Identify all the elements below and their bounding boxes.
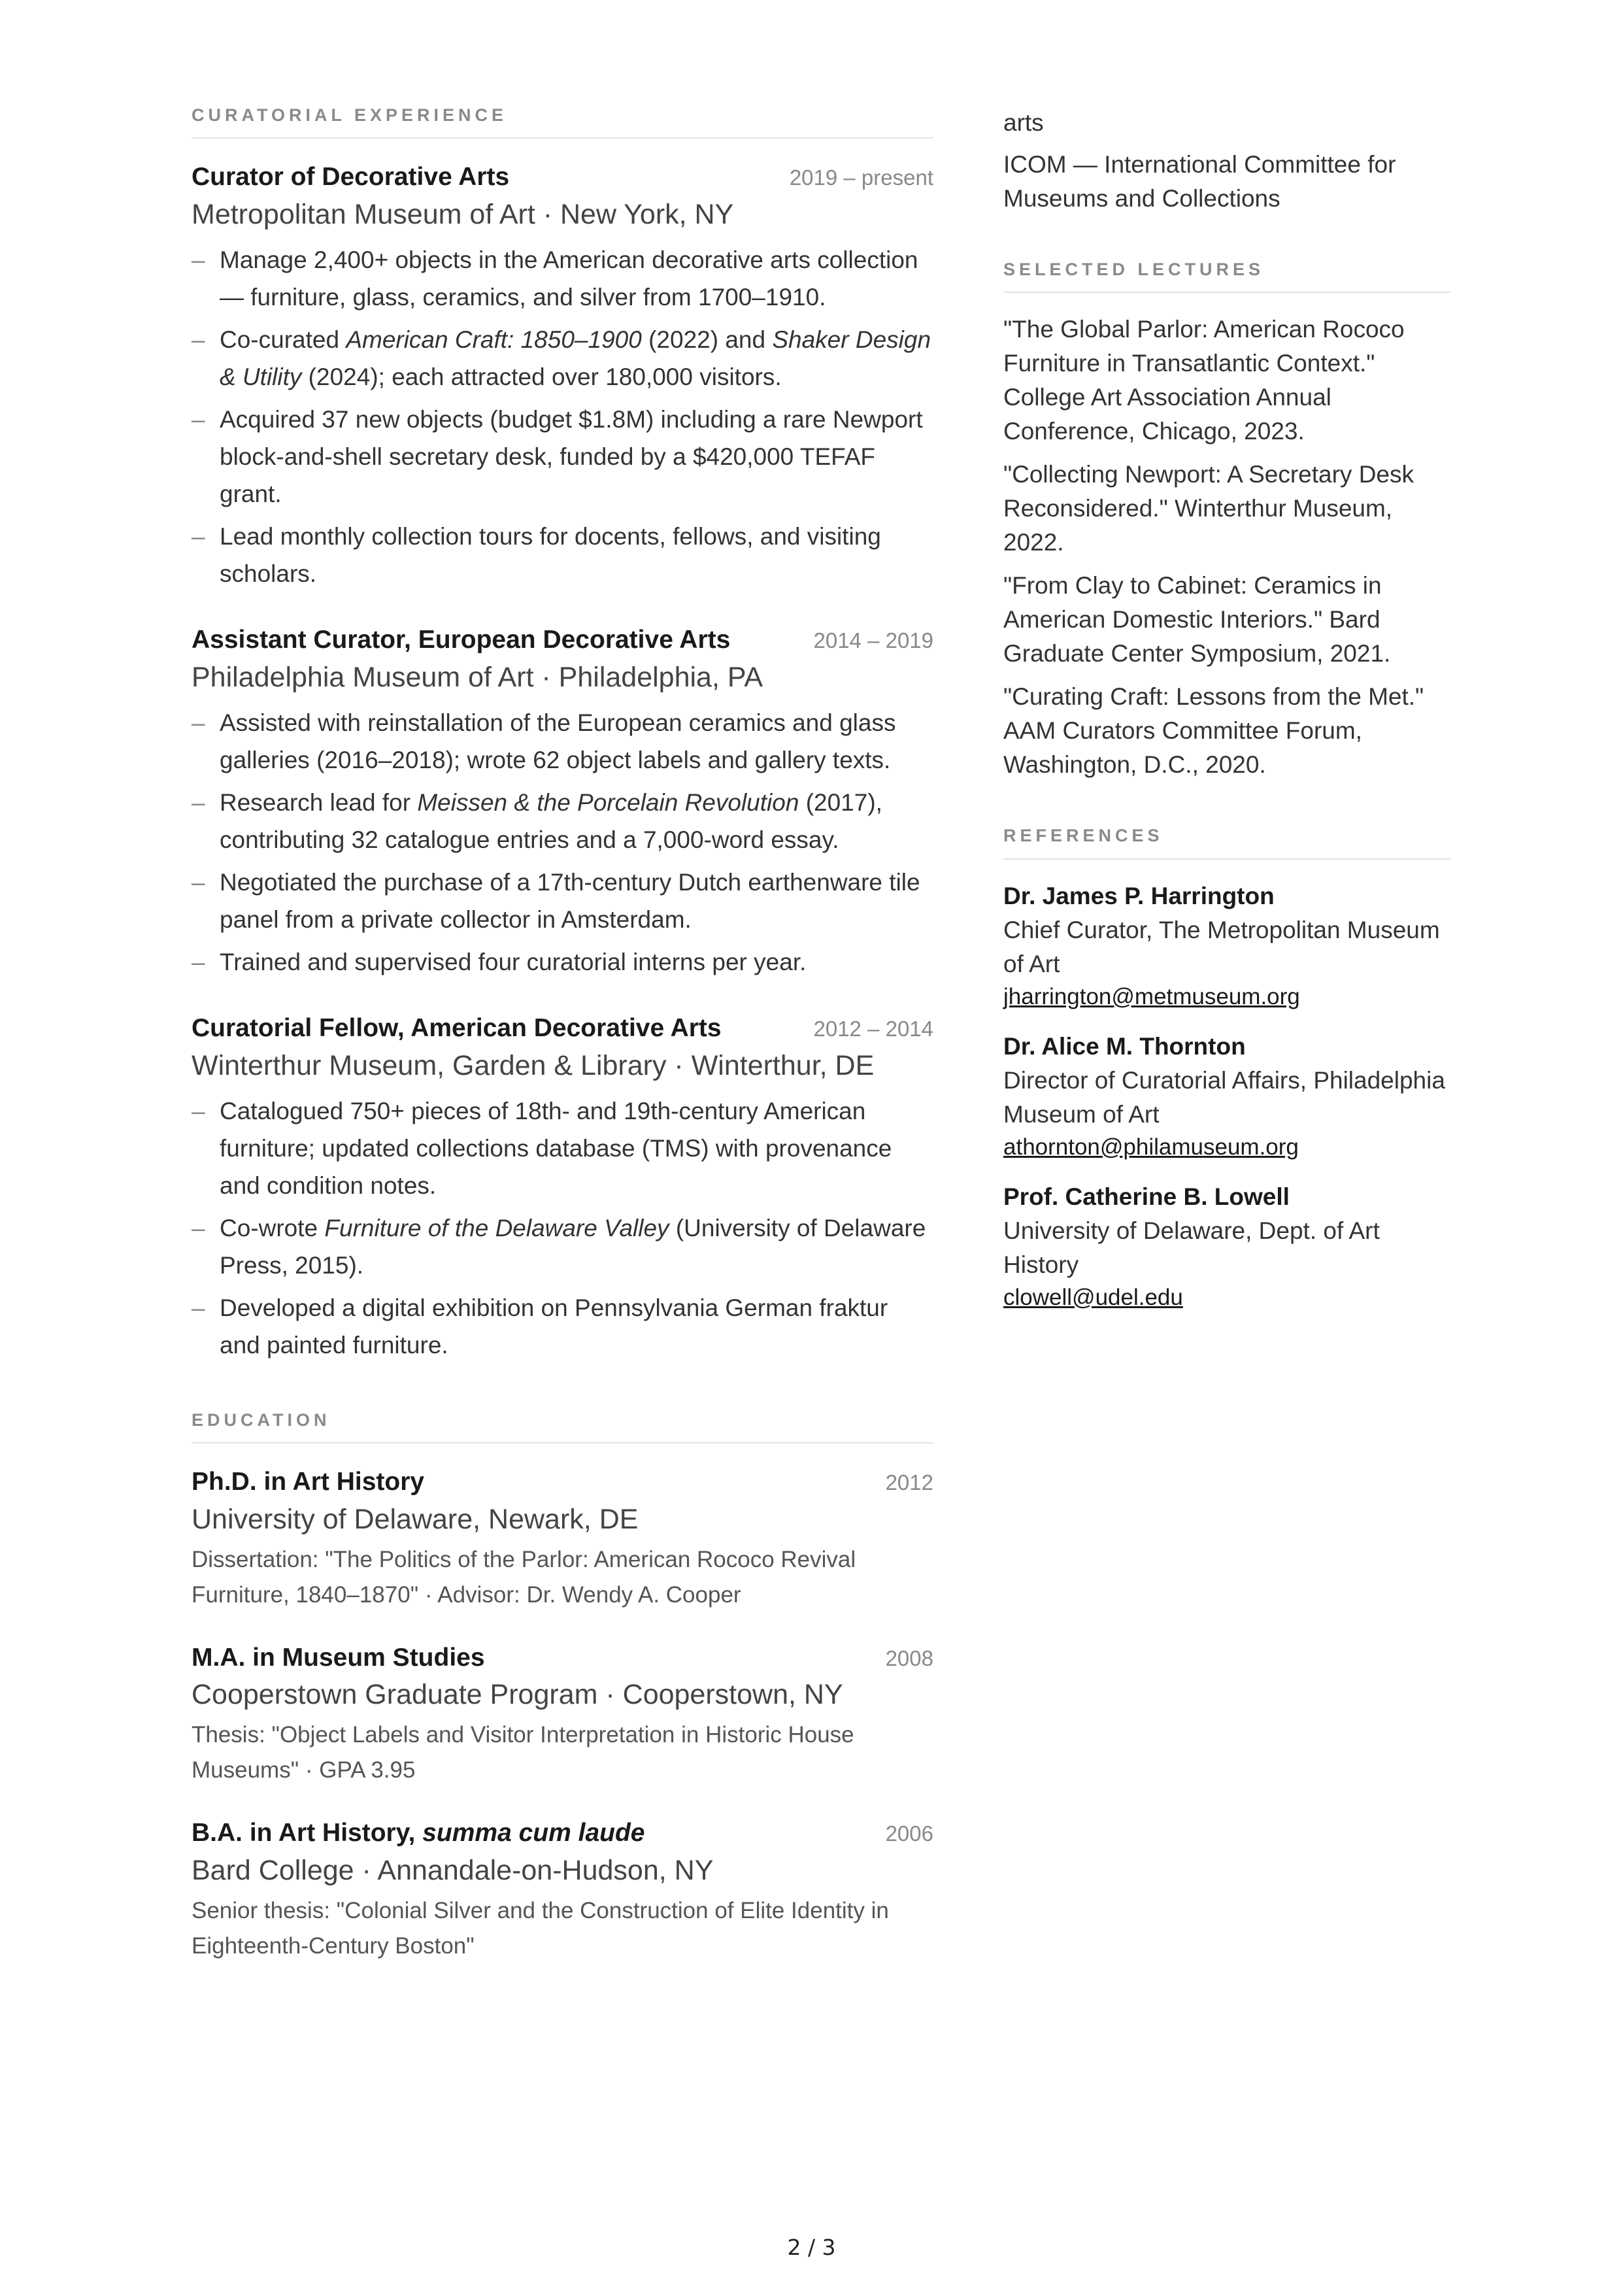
membership-continuation: arts [1003, 109, 1044, 136]
bullet-item: – Manage 2,400+ objects in the American decorative arts collection — furniture, glass, ceramics, and silver from 1700–1910. [192, 241, 933, 316]
education-entry [192, 1466, 933, 1613]
reference-title: University of Delaware, Dept. of Art History [1003, 1217, 1380, 1278]
job-dates: 2012 – 2014 [813, 1016, 933, 1041]
section-heading-lectures: SELECTED LECTURES [1003, 259, 1451, 293]
education-header [192, 1466, 933, 1499]
section-heading-education: EDUCATION [192, 1410, 933, 1443]
education-entry [192, 1642, 933, 1789]
bullet-item [192, 784, 933, 858]
job-dates: 2014 – 2019 [813, 628, 933, 653]
reference-name: Dr. Alice M. Thornton [1003, 1032, 1246, 1060]
bullet-text: (2017), contributing 32 catalogue entries and a 7,000-word essay. [220, 788, 882, 853]
job-bullets [192, 704, 933, 981]
job-entry [192, 1012, 933, 1364]
exhibition-title: Shaker Design & Utility [220, 326, 931, 391]
school-name: University of Delaware, Newark, DE [192, 1503, 639, 1535]
degree-year: 2012 [885, 1470, 933, 1494]
reference-email-link[interactable]: jharrington@metmuseum.org [1003, 983, 1300, 1009]
education-header [192, 1817, 933, 1850]
bullet-item: – Trained and supervised four curatorial interns per year. [192, 943, 933, 981]
bullet-item: – Negotiated the purchase of a 17th-century Dutch earthenware tile panel from a private collector in Amsterdam. [192, 864, 933, 938]
reference-email-link[interactable]: clowell@udel.edu [1003, 1284, 1183, 1310]
bullet-item: – Assisted with reinstallation of the European ceramics and glass galleries (2016–2018); wrote 62 object labels and gallery texts. [192, 704, 933, 779]
education-note: Dissertation: "The Politics of the Parlor: American Rococo Revival Furniture, 1840–1870" · Advisor: Dr. Wendy A. Cooper [192, 1546, 856, 1608]
bullet-text: (2022) and [641, 326, 773, 354]
main-column [192, 105, 933, 1993]
bullet-text: (2024); each attracted over 180,000 visitors. [301, 363, 782, 391]
job-entry [192, 161, 933, 592]
bullet-item: – Catalogued 750+ pieces of 18th- and 19th-century American furniture; updated collections database (TMS) with provenance and condition notes. [192, 1092, 933, 1204]
degree-honors: summa cum laude [422, 1819, 645, 1848]
job-bullets [192, 1092, 933, 1364]
lecture-item: "From Clay to Cabinet: Ceramics in American Domestic Interiors." Bard Graduate Center Symposium, 2021. [1003, 572, 1391, 667]
exhibition-title: Meissen & the Porcelain Revolution [417, 788, 799, 816]
job-entry [192, 624, 933, 981]
job-organization: Winterthur Museum, Garden & Library · Winterthur, DE [192, 1049, 875, 1081]
sidebar-column [1003, 105, 1451, 1330]
education-note: Thesis: "Object Labels and Visitor Interpretation in Historic House Museums" · GPA 3.95 [192, 1722, 854, 1783]
bullet-text: Co-wrote [220, 1214, 325, 1241]
section-heading-references: REFERENCES [1003, 825, 1451, 859]
job-title: Assistant Curator, European Decorative Arts [192, 626, 731, 654]
lecture-item: "The Global Parlor: American Rococo Furniture in Transatlantic Context." College Art Association Annual Conference, Chicago, 2023. [1003, 316, 1405, 445]
job-organization: Metropolitan Museum of Art · New York, NY [192, 199, 734, 231]
reference-entry [1003, 879, 1451, 1013]
bullet-item: – Acquired 37 new objects (budget $1.8M) including a rare Newport block-and-shell secretary desk, funded by a $420,000 TEFAF grant. [192, 401, 933, 513]
reference-email-link[interactable]: athornton@philamuseum.org [1003, 1134, 1299, 1160]
bullet-text: Co-curated [220, 326, 346, 354]
reference-title: Chief Curator, The Metropolitan Museum of Art [1003, 916, 1440, 977]
school-name: Bard College · Annandale-on-Hudson, NY [192, 1855, 714, 1887]
job-bullets [192, 241, 933, 592]
bullet-text: Research lead for [220, 788, 418, 816]
reference-title: Director of Curatorial Affairs, Philadelphia Museum of Art [1003, 1066, 1445, 1128]
job-title: Curator of Decorative Arts [192, 163, 510, 192]
section-heading-experience: CURATORIAL EXPERIENCE [192, 105, 933, 139]
education-header [192, 1642, 933, 1675]
page-number: 2 / 3 [787, 2235, 836, 2260]
job-header [192, 624, 933, 657]
bullet-text: (University of Delaware Press, 2015). [220, 1214, 926, 1279]
book-title: Furniture of the Delaware Valley [324, 1214, 669, 1241]
job-organization: Philadelphia Museum of Art · Philadelphia, PA [192, 661, 763, 693]
lecture-item: "Collecting Newport: A Secretary Desk Reconsidered." Winterthur Museum, 2022. [1003, 461, 1414, 556]
reference-entry [1003, 1180, 1451, 1313]
job-header [192, 161, 933, 194]
job-header [192, 1012, 933, 1045]
bullet-item: – Lead monthly collection tours for docents, fellows, and visiting scholars. [192, 518, 933, 592]
degree-year: 2006 [885, 1821, 933, 1846]
job-title: Curatorial Fellow, American Decorative Arts [192, 1013, 722, 1042]
degree-title: Ph.D. in Art History [192, 1467, 425, 1496]
reference-name: Dr. James P. Harrington [1003, 882, 1275, 909]
membership-item: ICOM — International Committee for Museums and Collections [1003, 151, 1396, 212]
bullet-item [192, 1209, 933, 1284]
degree-year: 2008 [885, 1646, 933, 1670]
education-note: Senior thesis: "Colonial Silver and the Construction of Elite Identity in Eighteenth-Century Boston" [192, 1898, 889, 1959]
lecture-item: "Curating Craft: Lessons from the Met." AAM Curators Committee Forum, Washington, D.C., 2020. [1003, 683, 1424, 779]
reference-entry [1003, 1030, 1451, 1163]
education-entry [192, 1817, 933, 1964]
degree-title [192, 1817, 644, 1850]
reference-name: Prof. Catherine B. Lowell [1003, 1183, 1290, 1210]
exhibition-title: American Craft: 1850–1900 [346, 326, 642, 354]
bullet-item [192, 321, 933, 396]
school-name: Cooperstown Graduate Program · Cooperstown, NY [192, 1679, 843, 1711]
job-dates: 2019 – present [789, 165, 933, 190]
degree-title: M.A. in Museum Studies [192, 1643, 485, 1672]
bullet-item: – Developed a digital exhibition on Pennsylvania German fraktur and painted furniture. [192, 1289, 933, 1364]
degree-text: B.A. in Art History, [192, 1819, 423, 1848]
